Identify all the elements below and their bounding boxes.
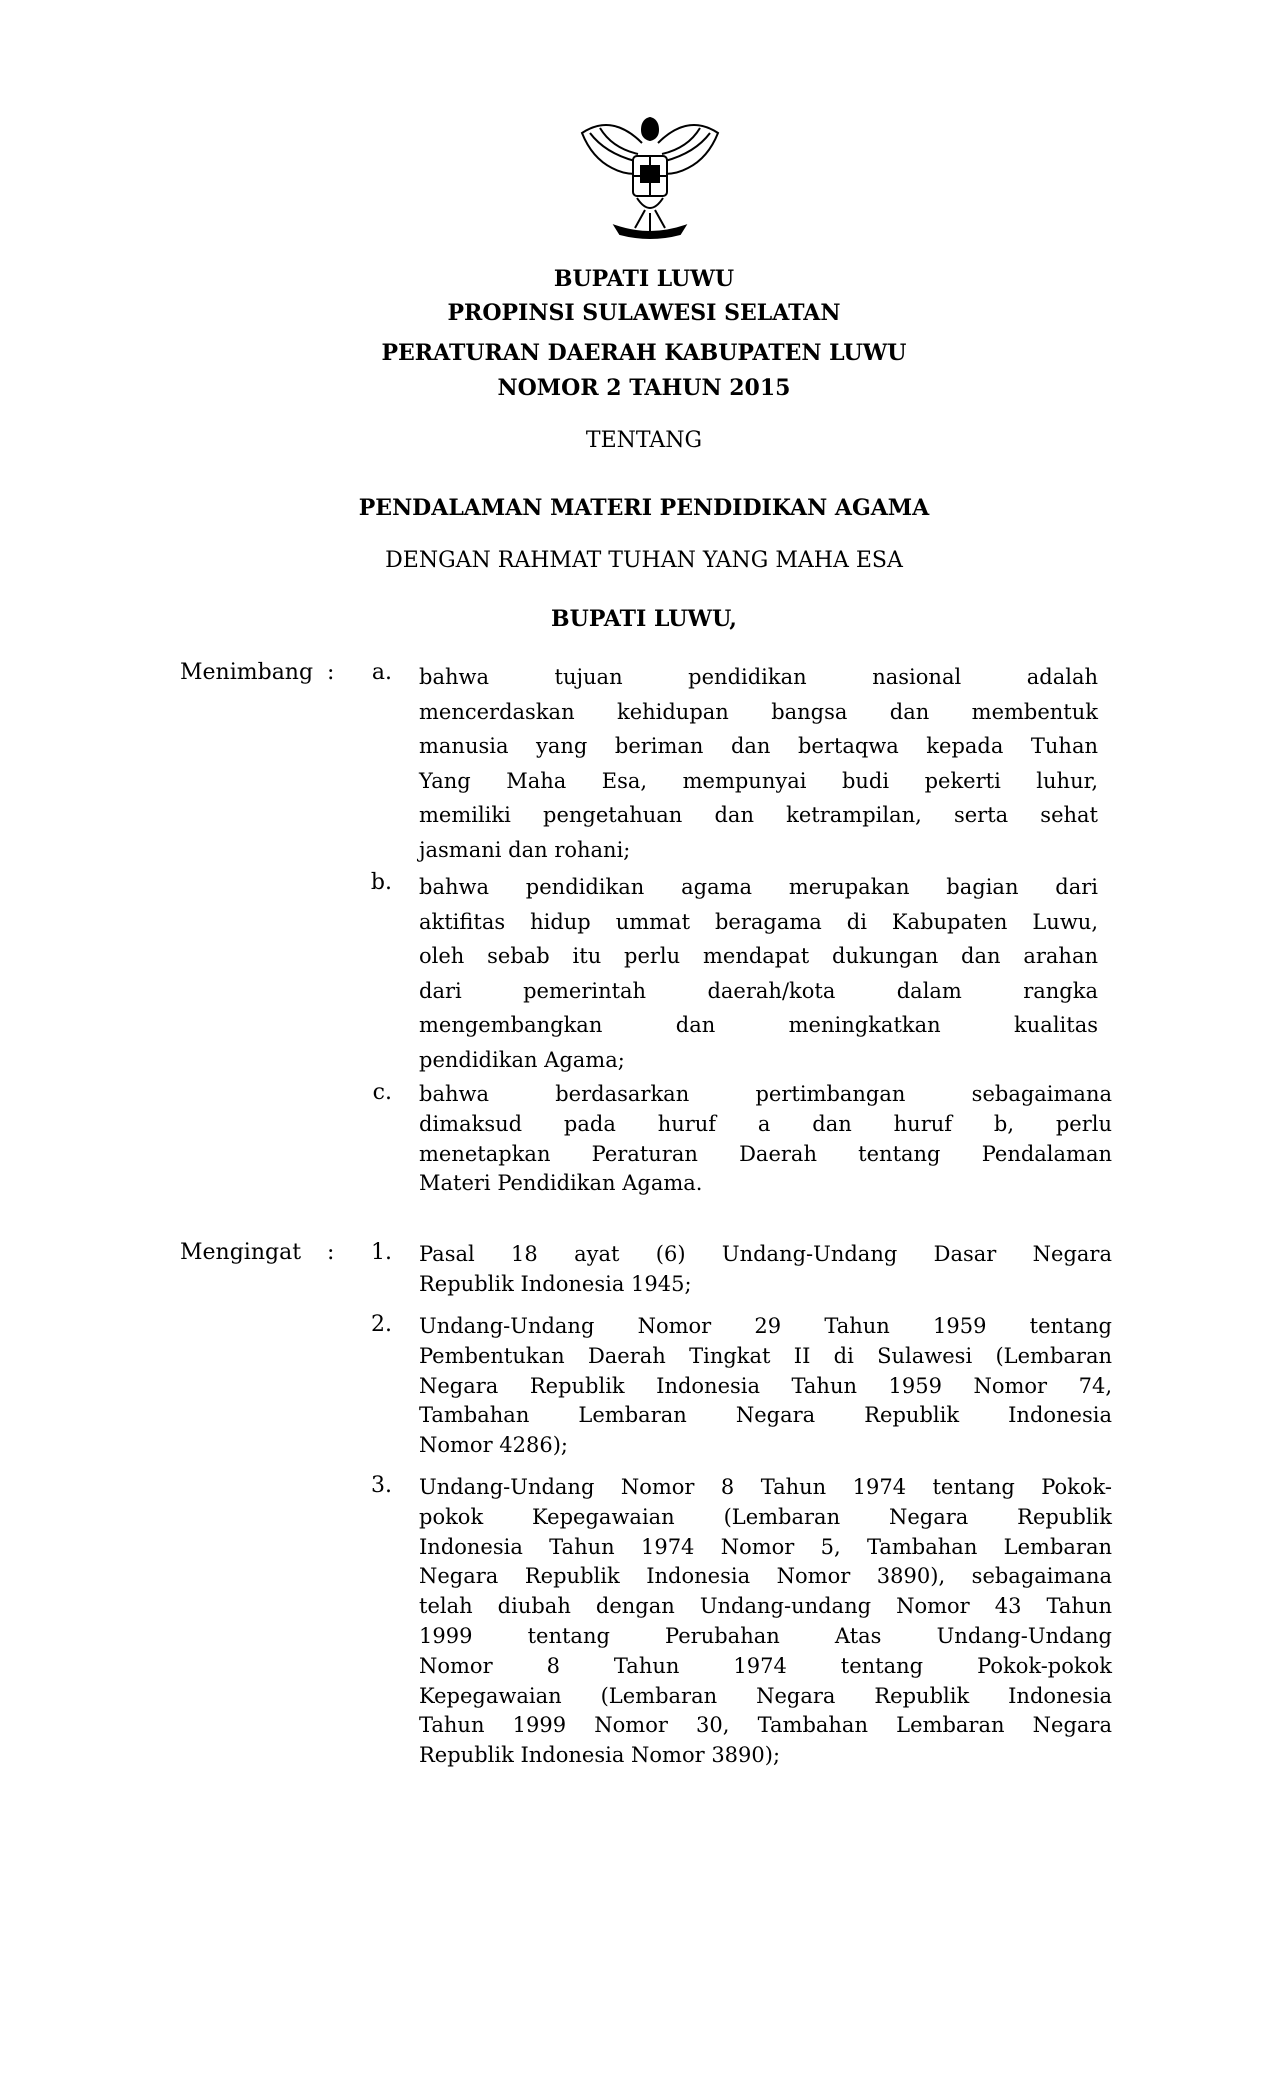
- text-line: bahwa berdasarkan pertimbangan sebagaimana: [419, 1082, 1112, 1106]
- text-line: manusia yang beriman dan bertaqwa kepada Tuhan: [419, 734, 1098, 759]
- menimbang-item-number: c.: [372, 1080, 392, 1105]
- mengingat-colon: :: [327, 1240, 335, 1265]
- text-line: Indonesia Tahun 1974 Nomor 5, Tambahan Lembaran: [419, 1534, 1112, 1559]
- text-line: menetapkan Peraturan Daerah tentang Pendalaman: [419, 1141, 1112, 1166]
- text-line: Undang-Undang Nomor 29 Tahun 1959 tentang: [419, 1314, 1112, 1338]
- menimbang-label: Menimbang: [180, 660, 314, 685]
- text-line: pokok Kepegawaian (Lembaran Negara Republik: [419, 1504, 1112, 1529]
- text-line: jasmani dan rohani;: [419, 837, 631, 862]
- text-line: oleh sebab itu perlu mendapat dukungan dan arahan: [419, 944, 1098, 969]
- menimbang-colon: :: [327, 660, 335, 685]
- mengingat-item-text: [419, 1473, 1112, 1771]
- text-line: memiliki pengetahuan dan ketrampilan, serta sehat: [419, 803, 1098, 828]
- text-line: bahwa tujuan pendidikan nasional adalah: [419, 665, 1098, 689]
- text-line: Nomor 4286);: [419, 1433, 568, 1458]
- text-line: aktifitas hidup ummat beragama di Kabupaten Luwu,: [419, 909, 1098, 934]
- mengingat-item-text: [419, 1312, 1112, 1461]
- menimbang-item-text: [419, 870, 1098, 1078]
- text-line: Pasal 18 ayat (6) Undang-Undang Dasar Negara: [419, 1242, 1112, 1266]
- header-bupati: BUPATI LUWU: [553, 266, 735, 292]
- header-tentang: TENTANG: [585, 428, 703, 453]
- text-line: dimaksud pada huruf a dan huruf b, perlu: [419, 1111, 1112, 1136]
- text-line: Pembentukan Daerah Tingkat II di Sulawesi (Lembaran: [419, 1343, 1112, 1368]
- garuda-emblem: [575, 98, 725, 248]
- menimbang-item-text: [419, 660, 1098, 868]
- menimbang-item-number: b.: [370, 870, 392, 895]
- menimbang-item-number: a.: [371, 660, 392, 685]
- text-line: mengembangkan dan meningkatkan kualitas: [419, 1013, 1098, 1038]
- text-line: bahwa pendidikan agama merupakan bagian dari: [419, 875, 1098, 899]
- text-line: Negara Republik Indonesia Tahun 1959 Nomor 74,: [419, 1373, 1112, 1398]
- text-line: Undang-Undang Nomor 8 Tahun 1974 tentang Pokok-: [419, 1475, 1112, 1499]
- document-title: PENDALAMAN MATERI PENDIDIKAN AGAMA: [358, 495, 930, 521]
- text-line: Yang Maha Esa, mempunyai budi pekerti luhur,: [419, 768, 1098, 793]
- mengingat-item-number: 3.: [371, 1473, 392, 1498]
- header-propinsi: PROPINSI SULAWESI SELATAN: [447, 300, 841, 326]
- text-line: 1999 tentang Perubahan Atas Undang-Undang: [419, 1623, 1112, 1648]
- text-line: Materi Pendidikan Agama.: [419, 1171, 703, 1196]
- menimbang-item-text: [419, 1080, 1112, 1199]
- text-line: Kepegawaian (Lembaran Negara Republik Indonesia: [419, 1683, 1112, 1708]
- mengingat-item-number: 2.: [371, 1312, 392, 1337]
- header-rahmat: DENGAN RAHMAT TUHAN YANG MAHA ESA: [385, 548, 903, 573]
- text-line: mencerdaskan kehidupan bangsa dan membentuk: [419, 699, 1098, 724]
- text-line: Tambahan Lembaran Negara Republik Indonesia: [419, 1403, 1112, 1428]
- mengingat-label: Mengingat: [180, 1240, 302, 1265]
- mengingat-item-number: 1.: [371, 1240, 392, 1265]
- text-line: Nomor 8 Tahun 1974 tentang Pokok-pokok: [419, 1653, 1112, 1678]
- text-line: Republik Indonesia Nomor 3890);: [419, 1743, 781, 1768]
- header-bupati-luwu: BUPATI LUWU,: [551, 606, 737, 632]
- mengingat-item-text: [419, 1240, 1112, 1300]
- text-line: Tahun 1999 Nomor 30, Tambahan Lembaran Negara: [419, 1713, 1112, 1738]
- text-line: Negara Republik Indonesia Nomor 3890), sebagaimana: [419, 1564, 1112, 1589]
- header-nomor: NOMOR 2 TAHUN 2015: [497, 375, 791, 401]
- text-line: telah diubah dengan Undang-undang Nomor 43 Tahun: [419, 1594, 1112, 1619]
- text-line: Republik Indonesia 1945;: [419, 1271, 692, 1296]
- text-line: pendidikan Agama;: [419, 1047, 625, 1072]
- header-peraturan: PERATURAN DAERAH KABUPATEN LUWU: [381, 340, 907, 366]
- text-line: dari pemerintah daerah/kota dalam rangka: [419, 978, 1098, 1003]
